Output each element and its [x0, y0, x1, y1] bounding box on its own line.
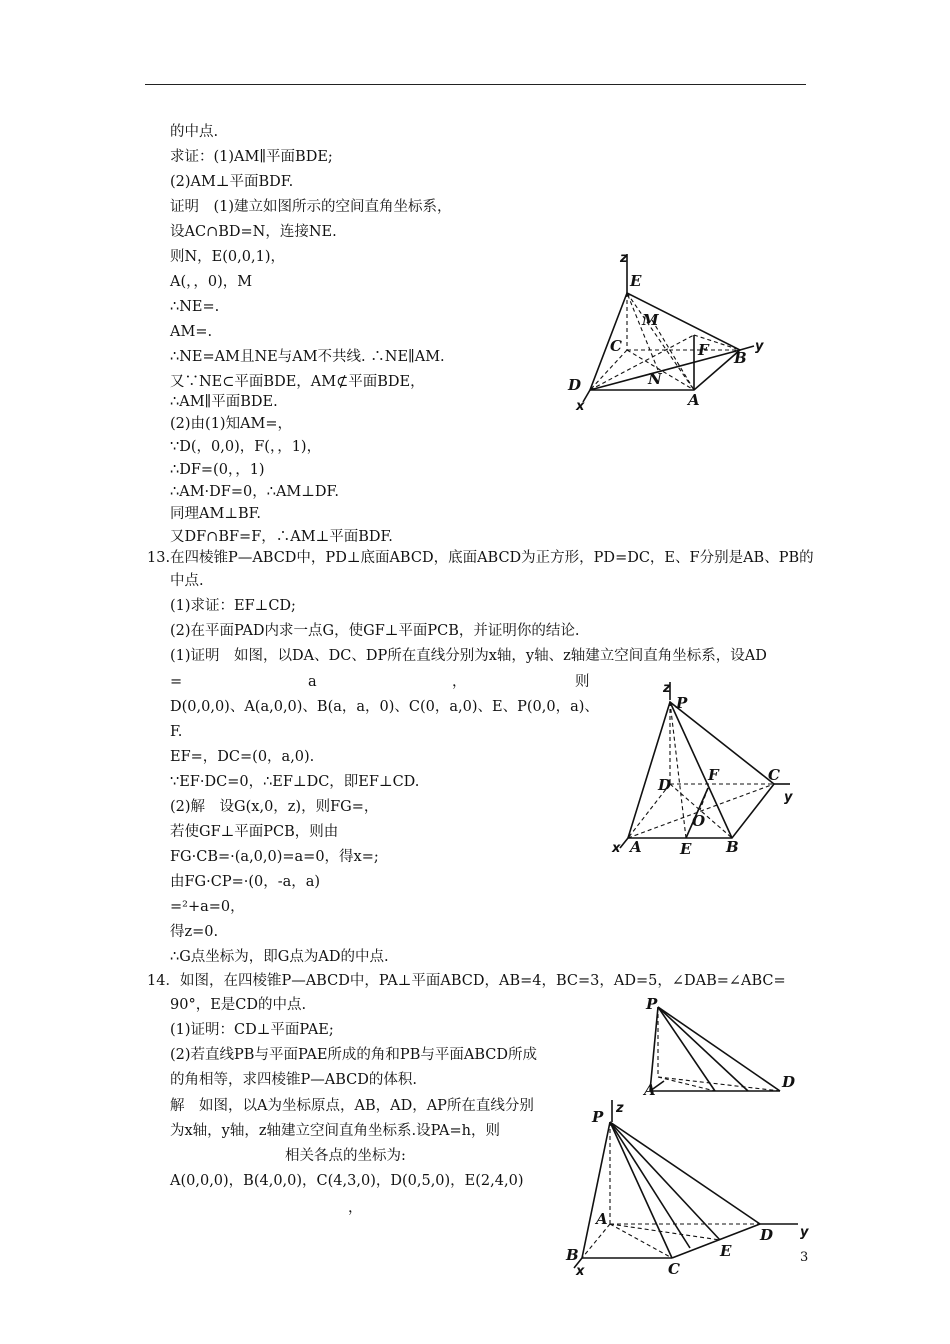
fig1-label-x: x [576, 399, 585, 414]
text-line: 的角相等，求四棱锥P—ABCD的体积. [170, 1072, 417, 1088]
fig2-label-B: B [726, 838, 739, 856]
fig2-label-A: A [630, 838, 642, 856]
fig4-label-y: y [800, 1225, 809, 1240]
text-line: ， [348, 1200, 363, 1216]
fig3-label-P: P [646, 995, 658, 1013]
fig1-label-M: M [642, 311, 659, 329]
fig4-label-E: E [720, 1242, 732, 1260]
fig3-label-D: D [782, 1073, 796, 1091]
text-line: (1)证明 如图，以DA、DC、DP所在直线分别为x轴，y轴、z轴建立空间直角坐标系，设AD [170, 648, 767, 664]
text-line: AM=. [170, 324, 213, 340]
text-line: (1)求证：EF⊥CD; [170, 598, 296, 614]
text-line: 13.在四棱锥P—ABCD中，PD⊥底面ABCD，底面ABCD为正方形，PD=DC，E、F分别是AB、PB的 [147, 550, 814, 566]
fig1-label-D: D [568, 376, 582, 394]
text-line: 为x轴，y轴，z轴建立空间直角坐标系.设PA=h，则 [170, 1123, 501, 1139]
figure-4 [560, 1100, 810, 1284]
fig3-label-A: A [644, 1081, 656, 1099]
fig4-label-A: A [596, 1210, 608, 1228]
fig4-label-x: x [576, 1264, 585, 1279]
text-line: ∴G点坐标为，即G点为AD的中点. [170, 949, 389, 965]
text-line: (2)由(1)知AM=， [170, 416, 293, 432]
text-line: 相关各点的坐标为: [285, 1148, 406, 1164]
text-line: 则N，E(0,0,1)， [170, 249, 285, 265]
fig2-label-y: y [784, 790, 793, 805]
text-line: (1)证明：CD⊥平面PAE; [170, 1022, 334, 1038]
text-line: A(0,0,0)，B(4,0,0)，C(4,3,0)，D(0,5,0)，E(2,4,0) [170, 1173, 524, 1189]
text-line: ∵D(，0,0)，F(，，1)， [170, 439, 322, 455]
text-line: 90°，E是CD的中点. [170, 997, 307, 1013]
text-line: 中点. [170, 573, 204, 589]
figure-3-svg [640, 995, 810, 1105]
fig2-label-x: x [612, 841, 621, 856]
fig2-label-O: O [692, 812, 706, 830]
fig2-label-E: E [680, 840, 692, 858]
text-line: a [308, 674, 317, 690]
text-line: D(0,0,0)、A(a,0,0)、B(a，a，0)、C(0，a,0)、E、P(0,0，a)、 [170, 699, 599, 715]
text-line: 又∵NE⊂平面BDE，AM⊄平面BDE， [170, 374, 425, 390]
text-line: ∵EF·DC=0，∴EF⊥DC，即EF⊥CD. [170, 774, 420, 790]
text-line: (2)AM⊥平面BDF. [170, 174, 294, 190]
text-line: ∴NE=. [170, 299, 220, 315]
text-line: ∴DF=(0，，1) [170, 462, 265, 478]
fig4-label-P: P [592, 1108, 604, 1126]
figure-3 [640, 995, 810, 1109]
fig1-label-N: N [648, 370, 662, 388]
text-line: 14．如图，在四棱锥P—ABCD中，PA⊥平面ABCD，AB=4，BC=3，AD=5，∠DAB=∠ABC= [147, 973, 786, 989]
text-line: ∴NE=AM且NE与AM不共线. ∴NE∥AM. [170, 349, 445, 365]
figure-1 [560, 250, 780, 424]
text-line: 又DF∩BF=F，∴AM⊥平面BDF. [170, 529, 393, 545]
fig1-label-F: F [698, 341, 709, 359]
text-line: =²+a=0， [170, 899, 245, 915]
fig2-label-D: D [658, 776, 672, 794]
text-line: 由FG·CP=·(0，-a，a) [170, 874, 321, 890]
text-line: (2)在平面PAD内求一点G，使GF⊥平面PCB，并证明你的结论. [170, 623, 580, 639]
text-line: 同理AM⊥BF. [170, 506, 262, 522]
fig1-label-A: A [688, 391, 700, 409]
text-line: 求证：(1)AM∥平面BDE; [170, 149, 333, 165]
text-line: F. [170, 724, 183, 740]
fig4-label-C: C [668, 1260, 680, 1278]
fig2-label-P: P [676, 694, 688, 712]
text-line: 得z=0. [170, 924, 219, 940]
text-line: (2)若直线PB与平面PAE所成的角和PB与平面ABCD所成 [170, 1047, 537, 1063]
fig4-label-z: z [616, 1101, 624, 1116]
text-line: FG·CB=·(a,0,0)=a=0，得x=; [170, 849, 379, 865]
text-line: 的中点. [170, 124, 219, 140]
figure-4-svg [560, 1100, 810, 1280]
fig1-label-C: C [610, 337, 622, 355]
text-line: A(，，0)，M [170, 274, 253, 290]
text-line: ， [452, 674, 467, 690]
text-line: EF=，DC=(0，a,0). [170, 749, 315, 765]
figure-2 [610, 680, 810, 864]
fig1-label-y: y [755, 339, 764, 354]
text-line: ∴AM∥平面BDE. [170, 394, 278, 410]
figure-2-svg [610, 680, 810, 860]
fig2-label-C: C [768, 766, 780, 784]
text-line: 若使GF⊥平面PCB，则由 [170, 824, 339, 840]
text-line: 则 [575, 674, 590, 690]
fig1-label-B: B [734, 349, 747, 367]
fig2-label-z: z [663, 681, 671, 696]
text-line: 证明 (1)建立如图所示的空间直角坐标系， [170, 199, 452, 215]
text-line: 设AC∩BD=N，连接NE. [170, 224, 337, 240]
text-line: (2)解 设G(x,0，z)，则FG=， [170, 799, 379, 815]
page-number: 3 [800, 1250, 809, 1265]
fig1-label-E: E [630, 272, 642, 290]
text-line: 解 如图，以A为坐标原点，AB，AD，AP所在直线分别 [170, 1098, 534, 1114]
figure-1-svg [560, 250, 780, 420]
fig1-label-z: z [620, 251, 628, 266]
text-line: ∴AM·DF=0，∴AM⊥DF. [170, 484, 339, 500]
text-line: = [170, 674, 183, 690]
fig4-label-D: D [760, 1226, 774, 1244]
header-rule [145, 84, 806, 85]
fig4-label-B: B [566, 1246, 579, 1264]
fig2-label-F: F [708, 766, 719, 784]
